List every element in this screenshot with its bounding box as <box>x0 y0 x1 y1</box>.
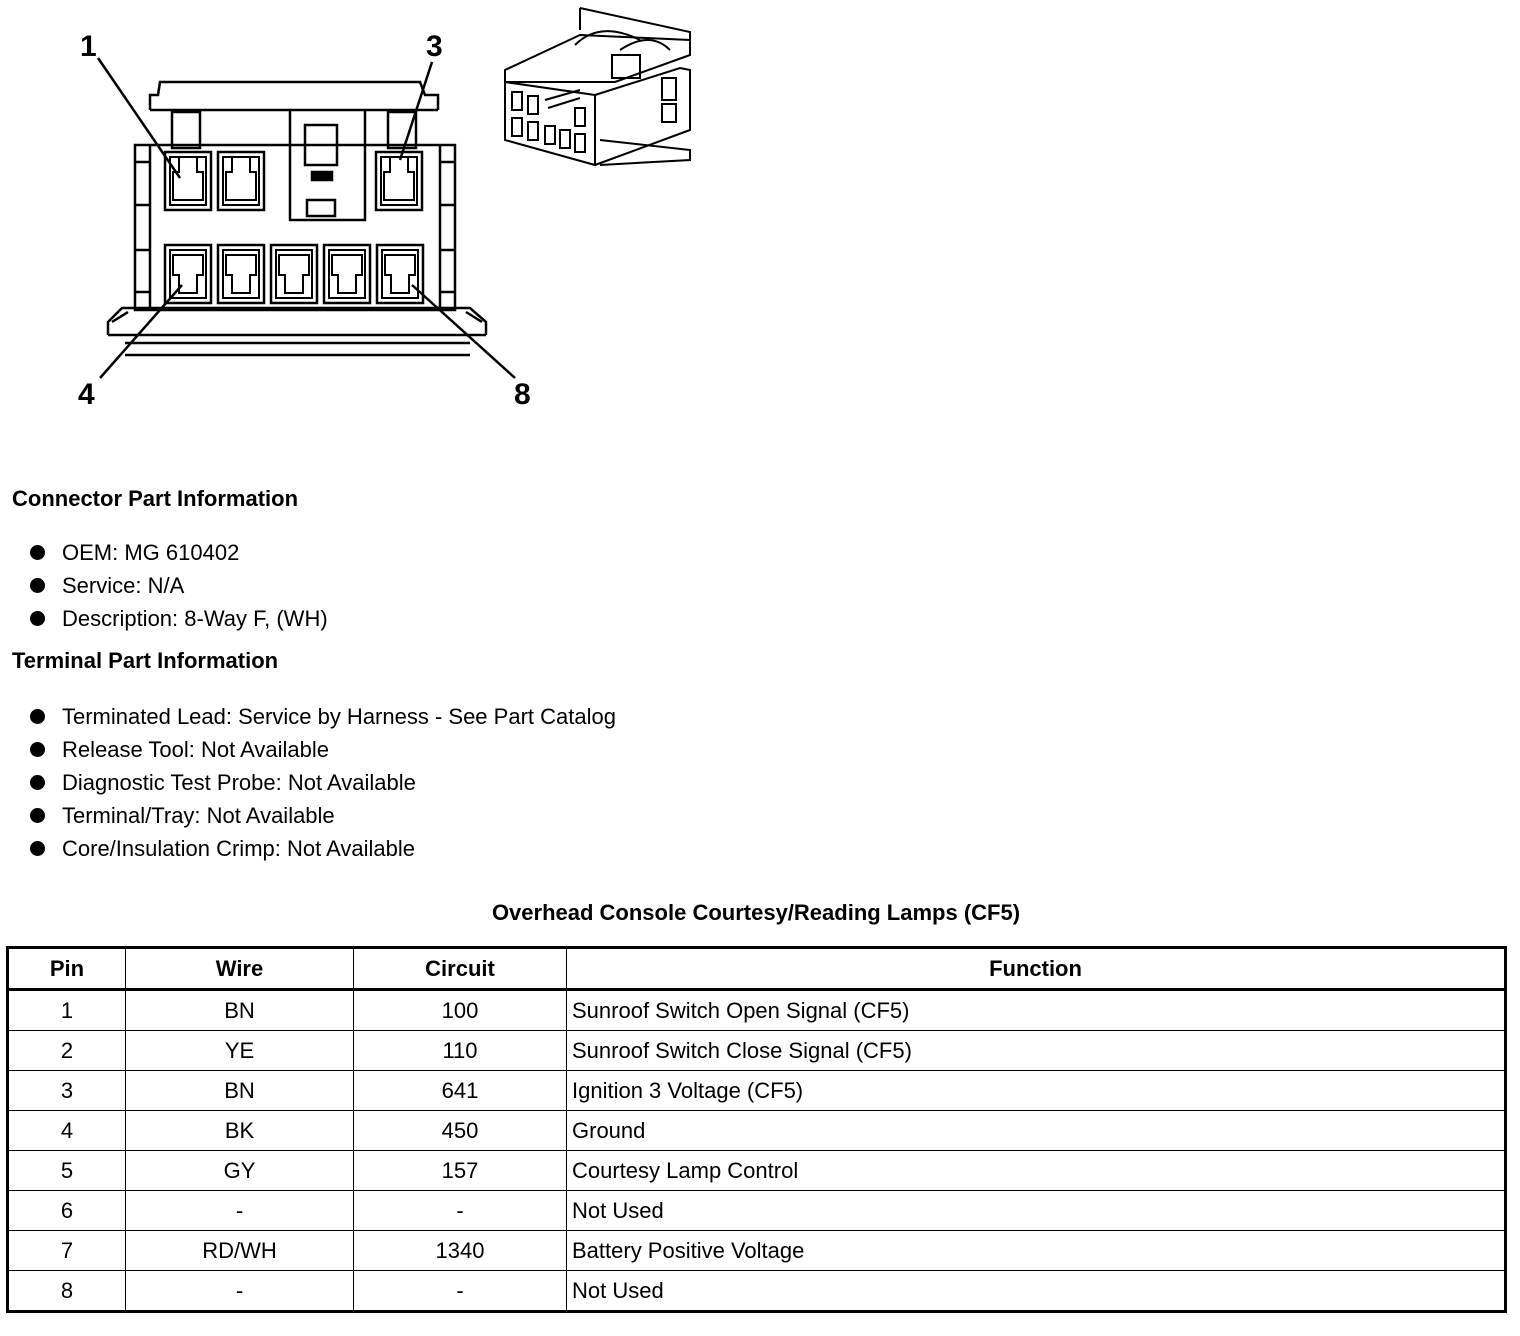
cell-circuit: 100 <box>354 990 567 1031</box>
list-item <box>28 569 328 602</box>
list-item <box>28 799 616 832</box>
cell-pin: 5 <box>8 1151 126 1191</box>
bullet-icon <box>30 709 45 724</box>
list-item-text: Description: 8-Way F, (WH) <box>62 606 328 631</box>
callout-pin-1: 1 <box>80 30 97 63</box>
list-item-text: Release Tool: Not Available <box>62 737 330 762</box>
list-item-text: Terminated Lead: Service by Harness - See Part Catalog <box>62 704 616 729</box>
table-row <box>8 1271 1506 1312</box>
table-row <box>8 1231 1506 1271</box>
cell-function: Courtesy Lamp Control <box>567 1151 1506 1191</box>
bullet-icon <box>30 775 45 790</box>
bullet-icon <box>30 545 45 560</box>
callout-pin-4: 4 <box>78 378 95 411</box>
cell-pin: 3 <box>8 1071 126 1111</box>
cell-wire: BK <box>126 1111 354 1151</box>
bullet-icon <box>30 578 45 593</box>
column-header-circuit: Circuit <box>354 948 567 990</box>
cell-function: Not Used <box>567 1271 1506 1312</box>
cell-pin: 6 <box>8 1191 126 1231</box>
cell-function: Sunroof Switch Open Signal (CF5) <box>567 990 1506 1031</box>
pinout-table <box>6 946 1507 1313</box>
table-row <box>8 1111 1506 1151</box>
cell-pin: 1 <box>8 990 126 1031</box>
list-item <box>28 536 328 569</box>
cell-wire: RD/WH <box>126 1231 354 1271</box>
connector-part-info-list <box>28 536 328 635</box>
table-row <box>8 1191 1506 1231</box>
list-item-text: Core/Insulation Crimp: Not Available <box>62 836 415 861</box>
connector-part-info-heading: Connector Part Information <box>12 486 299 511</box>
list-item-text: Terminal/Tray: Not Available <box>62 803 335 828</box>
list-item-text: OEM: MG 610402 <box>62 540 240 565</box>
cell-pin: 4 <box>8 1111 126 1151</box>
list-item <box>28 602 328 635</box>
terminal-part-info-heading: Terminal Part Information <box>12 648 279 673</box>
cell-wire: BN <box>126 1071 354 1111</box>
cell-circuit: 641 <box>354 1071 567 1111</box>
callout-pin-8: 8 <box>514 378 531 411</box>
table-row <box>8 990 1506 1031</box>
cell-wire: GY <box>126 1151 354 1191</box>
cell-pin: 2 <box>8 1031 126 1071</box>
column-header-function: Function <box>567 948 1506 990</box>
cell-circuit: - <box>354 1271 567 1312</box>
connector-diagram <box>0 0 720 420</box>
cell-pin: 8 <box>8 1271 126 1312</box>
bullet-icon <box>30 808 45 823</box>
list-item <box>28 700 616 733</box>
bullet-icon <box>30 841 45 856</box>
table-title: Overhead Console Courtesy/Reading Lamps (CF5) <box>491 900 1021 925</box>
cell-function: Sunroof Switch Close Signal (CF5) <box>567 1031 1506 1071</box>
column-header-pin: Pin <box>8 948 126 990</box>
table-header-row <box>8 948 1506 990</box>
table-row <box>8 1031 1506 1071</box>
cell-function: Not Used <box>567 1191 1506 1231</box>
list-item <box>28 766 616 799</box>
list-item-text: Diagnostic Test Probe: Not Available <box>62 770 416 795</box>
callout-pin-3: 3 <box>426 30 443 63</box>
cell-circuit: - <box>354 1191 567 1231</box>
list-item-text: Service: N/A <box>62 573 185 598</box>
cell-wire: - <box>126 1191 354 1231</box>
cell-pin: 7 <box>8 1231 126 1271</box>
bullet-icon <box>30 742 45 757</box>
list-item <box>28 832 616 865</box>
list-item <box>28 733 616 766</box>
cell-wire: - <box>126 1271 354 1312</box>
cell-circuit: 157 <box>354 1151 567 1191</box>
cell-circuit: 1340 <box>354 1231 567 1271</box>
terminal-part-info-list <box>28 700 616 865</box>
cell-circuit: 450 <box>354 1111 567 1151</box>
cell-function: Ignition 3 Voltage (CF5) <box>567 1071 1506 1111</box>
connector-iso-illustration <box>505 8 690 165</box>
cell-wire: BN <box>126 990 354 1031</box>
table-row <box>8 1071 1506 1111</box>
cell-function: Ground <box>567 1111 1506 1151</box>
cell-circuit: 110 <box>354 1031 567 1071</box>
cell-function: Battery Positive Voltage <box>567 1231 1506 1271</box>
table-row <box>8 1151 1506 1191</box>
cell-wire: YE <box>126 1031 354 1071</box>
column-header-wire: Wire <box>126 948 354 990</box>
bullet-icon <box>30 611 45 626</box>
